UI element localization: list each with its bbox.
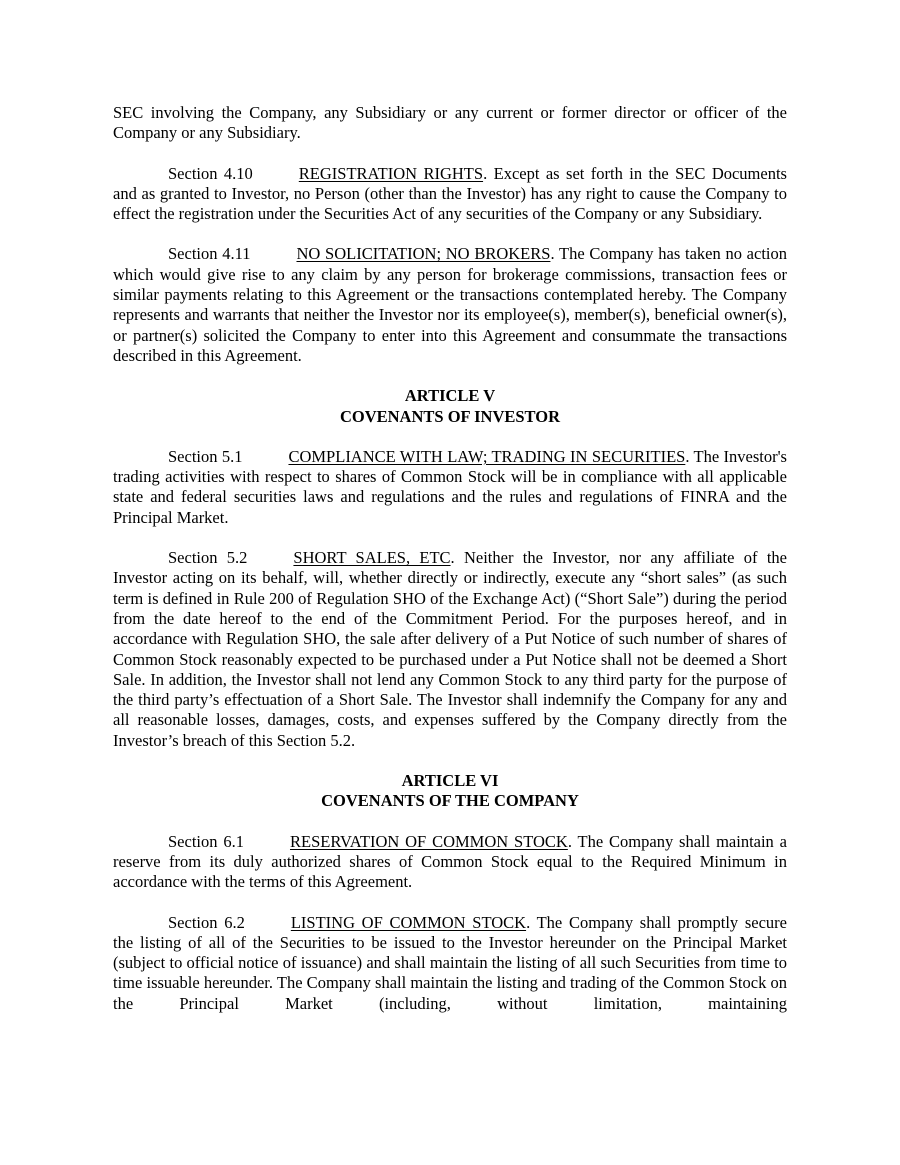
- section-4-11-body: . The Company has taken no action which would give rise to any claim by any person for brokerage commissions, transaction fees or similar payments relating to this Agreement or the transactions contemplated hereby. The Company represents and warrants that neither the Investor nor its employee(s), member(s), beneficial owner(s), or partner(s) solicited the Company to enter into this Agreement and consummate the transactions described in this Agreement.: [113, 244, 787, 365]
- section-5-2-heading: SHORT SALES, ETC: [293, 548, 451, 568]
- article-v-heading: [113, 386, 787, 427]
- section-4-11-label: Section 4.11: [168, 244, 251, 264]
- section-6-2-heading: LISTING OF COMMON STOCK: [290, 912, 527, 932]
- section-5-2: [113, 548, 787, 751]
- section-5-1: [113, 447, 787, 528]
- section-6-1: [113, 832, 787, 893]
- section-4-10: [113, 164, 787, 225]
- section-5-2-body: . Neither the Investor, nor any affiliate of the Investor acting on its behalf, will, whether directly or indirectly, execute any “short sales” (as such term is defined in Rule 200 of Regulation SHO of the Exchange Act) (“Short Sale”) during the period from the date hereof to the end of the Commitment Period. For the purposes hereof, and in accordance with Regulation SHO, the sale after delivery of a Put Notice of such number of shares of Common Stock reasonably expected to be purchased under a Put Notice shall not be deemed a Short Sale. In addition, the Investor shall not lend any Common Stock to any third party for the purpose of the third party’s effectuation of a Short Sale. The Investor shall indemnify the Company for any and all reasonable losses, damages, costs, and expenses suffered by the Company directly from the Investor’s breach of this Section 5.2.: [113, 548, 787, 750]
- section-4-11: [113, 244, 787, 366]
- section-6-2-label: Section 6.2: [168, 912, 245, 932]
- article-vi-title: ARTICLE VI: [401, 771, 499, 791]
- section-4-10-body: . Except as set forth in the SEC Documents and as granted to Investor, no Person (other than the Investor) has any right to cause the Company to effect the registration under the Securities Act of any securities of the Company or any Subsidiary.: [113, 163, 787, 224]
- section-5-1-label: Section 5.1: [168, 446, 243, 466]
- section-4-10-label: Section 4.10: [168, 163, 253, 183]
- article-vi-heading: [113, 771, 787, 812]
- article-v-subtitle: COVENANTS OF INVESTOR: [339, 406, 561, 426]
- section-5-1-body: . The Investor's trading activities with respect to shares of Common Stock will be in compliance with all applicable state and federal securities laws and regulations and the rules and regulations of FINRA and the Principal Market.: [113, 446, 787, 527]
- section-6-1-label: Section 6.1: [168, 831, 244, 851]
- article-v-title: ARTICLE V: [404, 386, 496, 406]
- section-5-2-label: Section 5.2: [168, 548, 248, 568]
- paragraph-continuation: SEC involving the Company, any Subsidiary or any current or former director or officer of the Company or any Subsidiary.: [113, 103, 787, 143]
- section-6-2-body: . The Company shall promptly secure the listing of all of the Securities to be issued to the Investor hereunder on the Principal Market (subject to official notice of issuance) and shall maintain the listing of all such Securities from time to time issuable hereunder. The Company shall maintain the listing and trading of the Common Stock on the Principal Market (including, without limitation, maintaining: [113, 912, 787, 1013]
- article-vi-subtitle: COVENANTS OF THE COMPANY: [321, 791, 579, 811]
- section-6-1-body: . The Company shall maintain a reserve from its duly authorized shares of Common Stock equal to the Required Minimum in accordance with the terms of this Agreement.: [113, 831, 787, 892]
- section-4-11-heading: NO SOLICITATION; NO BROKERS: [296, 244, 551, 264]
- section-6-2: [113, 913, 787, 1014]
- section-4-10-heading: REGISTRATION RIGHTS: [298, 163, 484, 183]
- section-5-1-heading: COMPLIANCE WITH LAW; TRADING IN SECURITIES: [288, 446, 686, 466]
- section-6-1-heading: RESERVATION OF COMMON STOCK: [289, 831, 568, 851]
